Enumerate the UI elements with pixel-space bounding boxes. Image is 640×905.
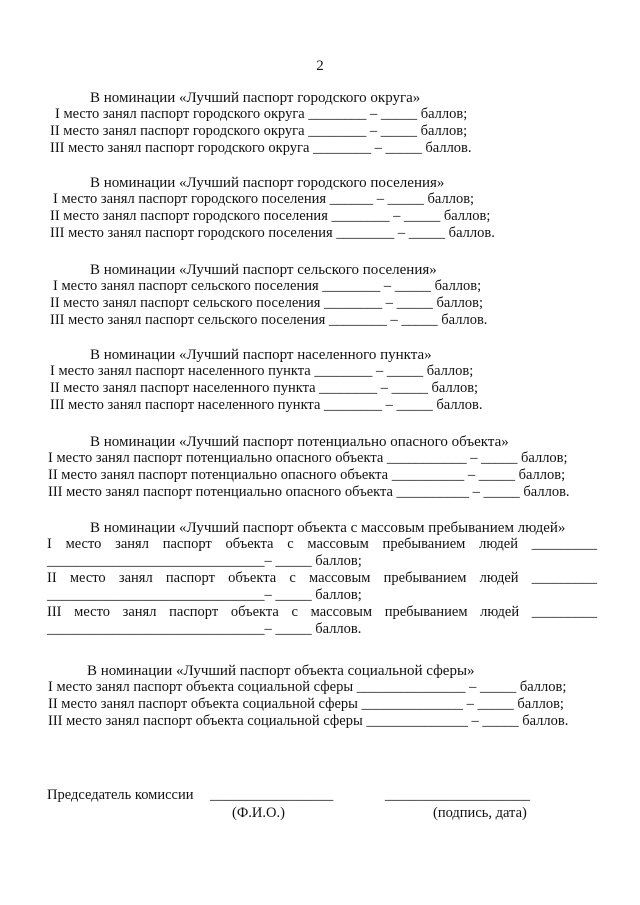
name-caption: (Ф.И.О.) (232, 805, 285, 821)
place-line-3: III место занял паспорт сельского поселения ________ – _____ баллов. (50, 312, 488, 328)
nomination-title: В номинации «Лучший паспорт городского округа» (90, 90, 421, 106)
place-line-3: III место занял паспорт городского округа ________ – _____ баллов. (50, 140, 472, 156)
signature-captions (0, 805, 640, 823)
page-number: 2 (316, 58, 324, 74)
place-line-3: III место занял паспорт объекта социальной сферы ______________ – _____ баллов. (48, 713, 569, 729)
nomination-section-city-district (0, 90, 640, 157)
place-line-1: I место занял паспорт потенциально опасного объекта ___________ – _____ баллов; (48, 450, 568, 466)
signature-caption: (подпись, дата) (433, 805, 527, 821)
signature-row (0, 787, 640, 805)
place-line-2: II место занял паспорт объекта социальной сферы ______________ – _____ баллов; (48, 696, 564, 712)
place-line-2: II место занял паспорт сельского поселения ________ – _____ баллов; (50, 295, 483, 311)
place-line-3: III место занял паспорт городского поселения ________ – _____ баллов. (50, 225, 495, 241)
place-line-1: I место занял паспорт населенного пункта ________ – _____ баллов; (50, 363, 474, 379)
place-line-3: III место занял паспорт потенциально опасного объекта __________ – _____ баллов. (48, 484, 570, 500)
chairman-label: Председатель комиссии (47, 787, 194, 803)
place-line-1: I место занял паспорт сельского поселения ________ – _____ баллов; (53, 278, 482, 294)
place-line-1: I место занял паспорт объекта с массовым пребыванием людей _________ (47, 536, 597, 552)
place-line-3: III место занял паспорт населенного пункта ________ – _____ баллов. (50, 397, 483, 413)
place-line-2-continued: ______________________________– _____ баллов; (47, 587, 362, 603)
nomination-title: В номинации «Лучший паспорт объекта социальной сферы» (87, 663, 475, 679)
place-line-2: II место занял паспорт потенциально опасного объекта __________ – _____ баллов; (48, 467, 566, 483)
name-blank: _________________ (210, 787, 334, 803)
nomination-section-mass-stay-object (0, 520, 640, 638)
nomination-title: В номинации «Лучший паспорт сельского поселения» (90, 262, 437, 278)
place-line-1-continued: ______________________________– _____ баллов; (47, 553, 362, 569)
nomination-title: В номинации «Лучший паспорт городского поселения» (90, 175, 445, 191)
place-line-2: II место занял паспорт населенного пункта ________ – _____ баллов; (50, 380, 479, 396)
place-line-1: I место занял паспорт городского поселения ______ – _____ баллов; (53, 191, 475, 207)
place-line-2: II место занял паспорт городского округа ________ – _____ баллов; (50, 123, 468, 139)
nomination-title: В номинации «Лучший паспорт потенциально опасного объекта» (90, 434, 509, 450)
place-entry-3 (47, 604, 597, 638)
nomination-section-rural-settlement (0, 262, 640, 329)
place-line-2: II место занял паспорт городского поселения ________ – _____ баллов; (50, 208, 491, 224)
place-line-1: I место занял паспорт объекта социальной сферы _______________ – _____ баллов; (48, 679, 567, 695)
nomination-title: В номинации «Лучший паспорт населенного пункта» (90, 347, 432, 363)
signature-blank: ____________________ (385, 787, 530, 803)
place-line-3-continued: ______________________________– _____ баллов. (47, 621, 362, 637)
place-entry-2 (47, 570, 597, 604)
nomination-section-locality (0, 347, 640, 414)
place-entry-1 (47, 536, 597, 570)
place-line-2: II место занял паспорт объекта с массовым пребыванием людей _________ (47, 570, 597, 586)
nomination-title: В номинации «Лучший паспорт объекта с массовым пребыванием людей» (90, 520, 566, 536)
place-line-1: I место занял паспорт городского округа ________ – _____ баллов; (55, 106, 468, 122)
nomination-section-city-settlement (0, 175, 640, 242)
place-line-3: III место занял паспорт объекта с массовым пребыванием людей _________ (47, 604, 597, 620)
nomination-section-hazardous-object (0, 434, 640, 501)
nomination-section-social-object (0, 663, 640, 730)
